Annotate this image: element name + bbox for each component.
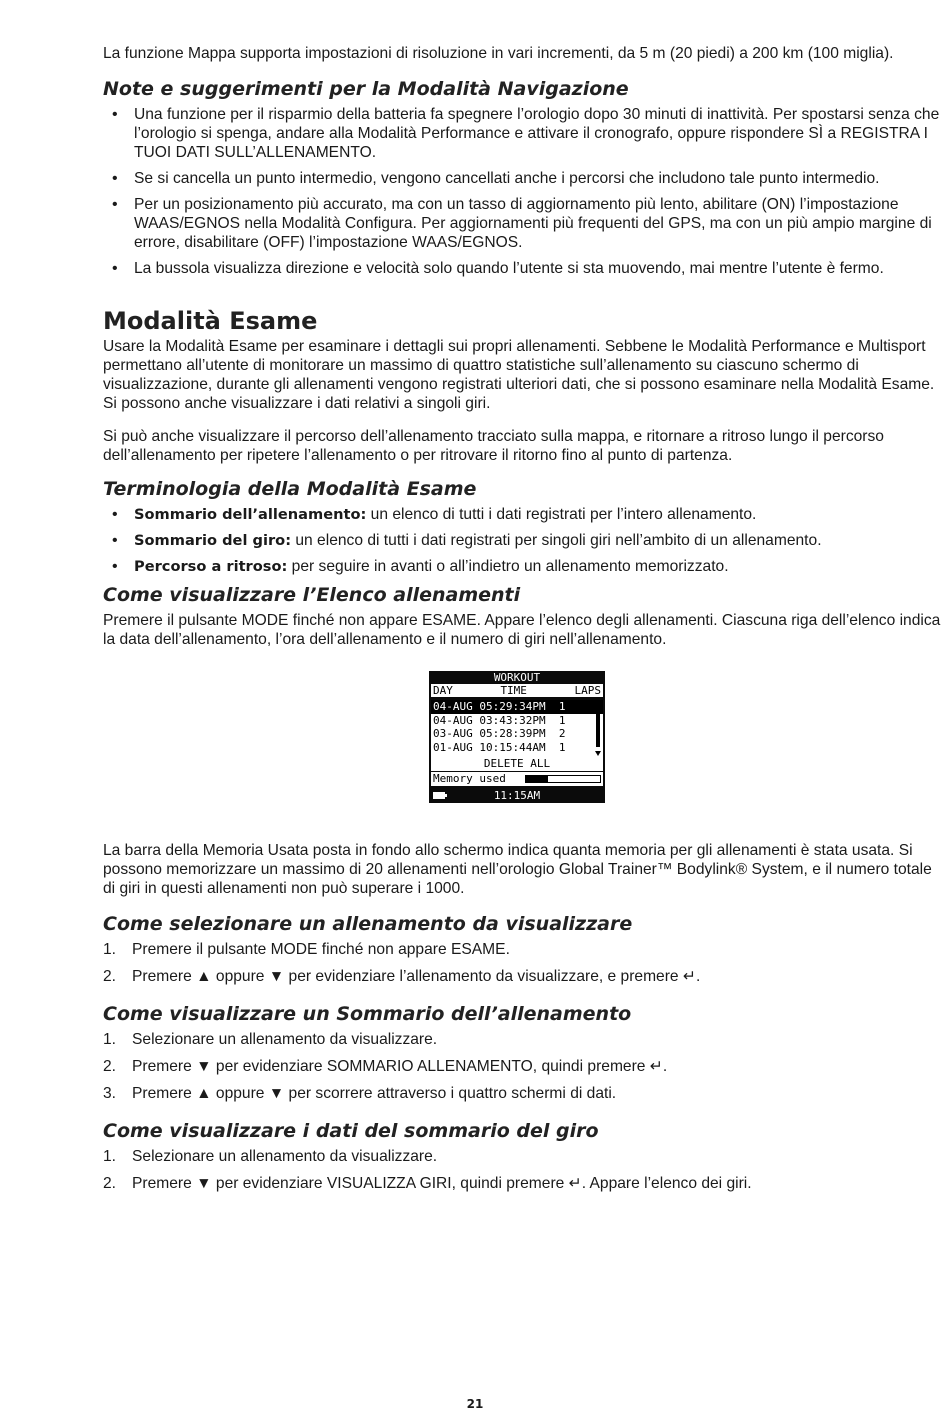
delete-all-button[interactable]: DELETE ALL [431, 757, 603, 771]
workout-list-heading: Come visualizzare l’Elenco allenamenti [103, 584, 521, 606]
term-desc: un elenco di tutti i dati registrati per singoli giri nell’ambito di un allenamento. [291, 532, 822, 549]
section-heading-esame: Modalità Esame [103, 307, 318, 335]
watch-title: WORKOUT [493, 671, 541, 684]
select-heading: Come selezionare un allenamento da visualizzare [103, 913, 633, 935]
memory-used-fill [526, 776, 548, 782]
watch-workout-list [431, 700, 603, 757]
esame-paragraph-2: Si può anche visualizzare il percorso dell’allenamento tracciato sulla mappa, e ritornare a ritroso lungo il percorso dell’allenamento per ripetere l’allenamento o per ritrovare il ritorno fino al punto di partenza. [103, 428, 884, 464]
list-item: 1. Selezionare un allenamento da visualizzare. [103, 1148, 438, 1165]
memory-used-label: Memory used [433, 772, 506, 785]
list-item: • Se si cancella un punto intermedio, vengono cancellati anche i percorsi che includono tale punto intermedio. [103, 169, 945, 188]
watch-status-bar [429, 788, 605, 803]
step-text: Selezionare un allenamento da visualizzare. [132, 1148, 438, 1165]
term: Percorso a ritroso: [134, 558, 288, 575]
table-row[interactable]: 03-AUG 05:28:39PM 2 [433, 727, 566, 740]
notes-list [103, 105, 945, 278]
watch-screen-figure [103, 671, 945, 803]
column-laps: LAPS [574, 684, 601, 697]
table-row[interactable]: 01-AUG 10:15:44AM 1 [433, 740, 566, 754]
list-item: 2. Premere ▼ per evidenziare VISUALIZZA GIRI, quindi premere ↵. Appare l’elenco dei giri. [103, 1175, 752, 1192]
list-item: 2. Premere ▲ oppure ▼ per evidenziare l’allenamento da visualizzare, e premere ↵. [103, 968, 701, 985]
summary-heading: Come visualizzare un Sommario dell’allenamento [103, 1003, 632, 1025]
summary-steps [103, 1030, 945, 1103]
scroll-thumb [596, 707, 600, 747]
battery-icon [433, 792, 445, 799]
lap-heading: Come visualizzare i dati del sommario del giro [103, 1120, 599, 1142]
scroll-up-icon [595, 700, 601, 705]
watch-column-headers [431, 684, 603, 697]
workout-list-paragraph: Premere il pulsante MODE finché non appare ESAME. Appare l’elenco degli allenamenti. Ciascuna riga dell’elenco indica la data dell’allenamento, l’ora dell’allenamento e il numero di giri nell’allenamento. [103, 612, 941, 648]
list-item: 2. Premere ▼ per evidenziare SOMMARIO ALLENAMENTO, quindi premere ↵. [103, 1058, 668, 1075]
scroll-down-icon [595, 751, 601, 756]
list-item [103, 557, 945, 576]
document-page [103, 44, 945, 1201]
list-item: • La bussola visualizza direzione e velocità solo quando l’utente si sta muovendo, mai mentre l’utente è fermo. [103, 259, 945, 278]
term-desc: un elenco di tutti i dati registrati per l’intero allenamento. [366, 506, 757, 523]
step-text: Premere ▼ per evidenziare SOMMARIO ALLENAMENTO, quindi premere ↵. [132, 1058, 668, 1075]
scrollbar[interactable] [595, 700, 601, 757]
table-row[interactable]: 04-AUG 05:29:34PM 1 [431, 700, 603, 714]
term: Sommario del giro: [134, 532, 292, 549]
memory-used-row [431, 772, 603, 786]
watch-clock: 11:15AM [493, 789, 541, 802]
step-text: Selezionare un allenamento da visualizzare. [132, 1031, 438, 1048]
list-item: • Per un posizionamento più accurato, ma con un tasso di aggiornamento più lento, abilitare (ON) l’impostazione WAAS/EGNOS nella Modalità Configura. Per aggiornamenti più frequenti del GPS, ma con un più ampio margine di errore, disabilitare (OFF) l’impostazione WAAS/EGNOS. [103, 195, 945, 252]
step-text: Premere ▲ oppure ▼ per scorrere attraverso i quattro schermi di dati. [132, 1085, 617, 1102]
column-day: DAY [433, 684, 453, 697]
memory-paragraph: La barra della Memoria Usata posta in fondo allo schermo indica quanta memoria per gli allenamenti è stata usata. Si possono memorizzare un massimo di 20 allenamenti nell’orologio Global Trainer™ Bodylink® System, e il numero totale di giri in questi allenamenti non può superare i 1000. [103, 842, 932, 897]
lap-steps [103, 1147, 945, 1193]
select-steps [103, 940, 945, 986]
term: Sommario dell’allenamento: [134, 506, 367, 523]
memory-used-bar [525, 775, 601, 783]
term-desc: per seguire in avanti o all’indietro un allenamento memorizzato. [287, 558, 729, 575]
esame-paragraph-1: Usare la Modalità Esame per esaminare i dettagli sui propri allenamenti. Sebbene le Modalità Performance e Multisport permettano all’utente di monitorare un massimo di quattro statistiche sull’allenamento su ciascuno schermo di visualizzazione, durante gli allenamenti vengono registrati ulteriori dati, che si possono esaminare nella Modalità Esame. Si possono anche visualizzare i dati relativi a singoli giri. [103, 338, 935, 412]
list-item [103, 531, 945, 550]
step-text: Premere ▼ per evidenziare VISUALIZZA GIRI, quindi premere ↵. Appare l’elenco dei giri. [132, 1175, 752, 1192]
terminology-heading: Terminologia della Modalità Esame [103, 478, 477, 500]
table-row[interactable]: 04-AUG 03:43:32PM 1 [433, 713, 566, 727]
terminology-list [103, 505, 945, 576]
watch-screen [429, 671, 605, 803]
step-text: Premere ▲ oppure ▼ per evidenziare l’allenamento da visualizzare, e premere ↵. [132, 968, 701, 985]
list-item: 1. Selezionare un allenamento da visualizzare. [103, 1031, 438, 1048]
list-item [103, 505, 945, 524]
list-item: 1. Premere il pulsante MODE finché non appare ESAME. [103, 941, 510, 958]
step-text: Premere il pulsante MODE finché non appare ESAME. [132, 941, 510, 958]
list-item: • Una funzione per il risparmio della batteria fa spegnere l’orologio dopo 30 minuti di inattività. Per spostarsi senza che l’orologio si spenga, andare alla Modalità Performance e attivare il cronografo, oppure rispondere SÌ a REGISTRA I TUOI DATI SULL’ALLENAMENTO. [103, 105, 945, 162]
column-time: TIME [500, 684, 527, 697]
notes-heading: Note e suggerimenti per la Modalità Navigazione [103, 78, 629, 100]
intro-paragraph: La funzione Mappa supporta impostazioni di risoluzione in vari incrementi, da 5 m (20 piedi) a 200 km (100 miglia). [103, 45, 894, 62]
list-item: 3. Premere ▲ oppure ▼ per scorrere attraverso i quattro schermi di dati. [103, 1085, 617, 1102]
page-number: 21 [466, 1397, 484, 1411]
